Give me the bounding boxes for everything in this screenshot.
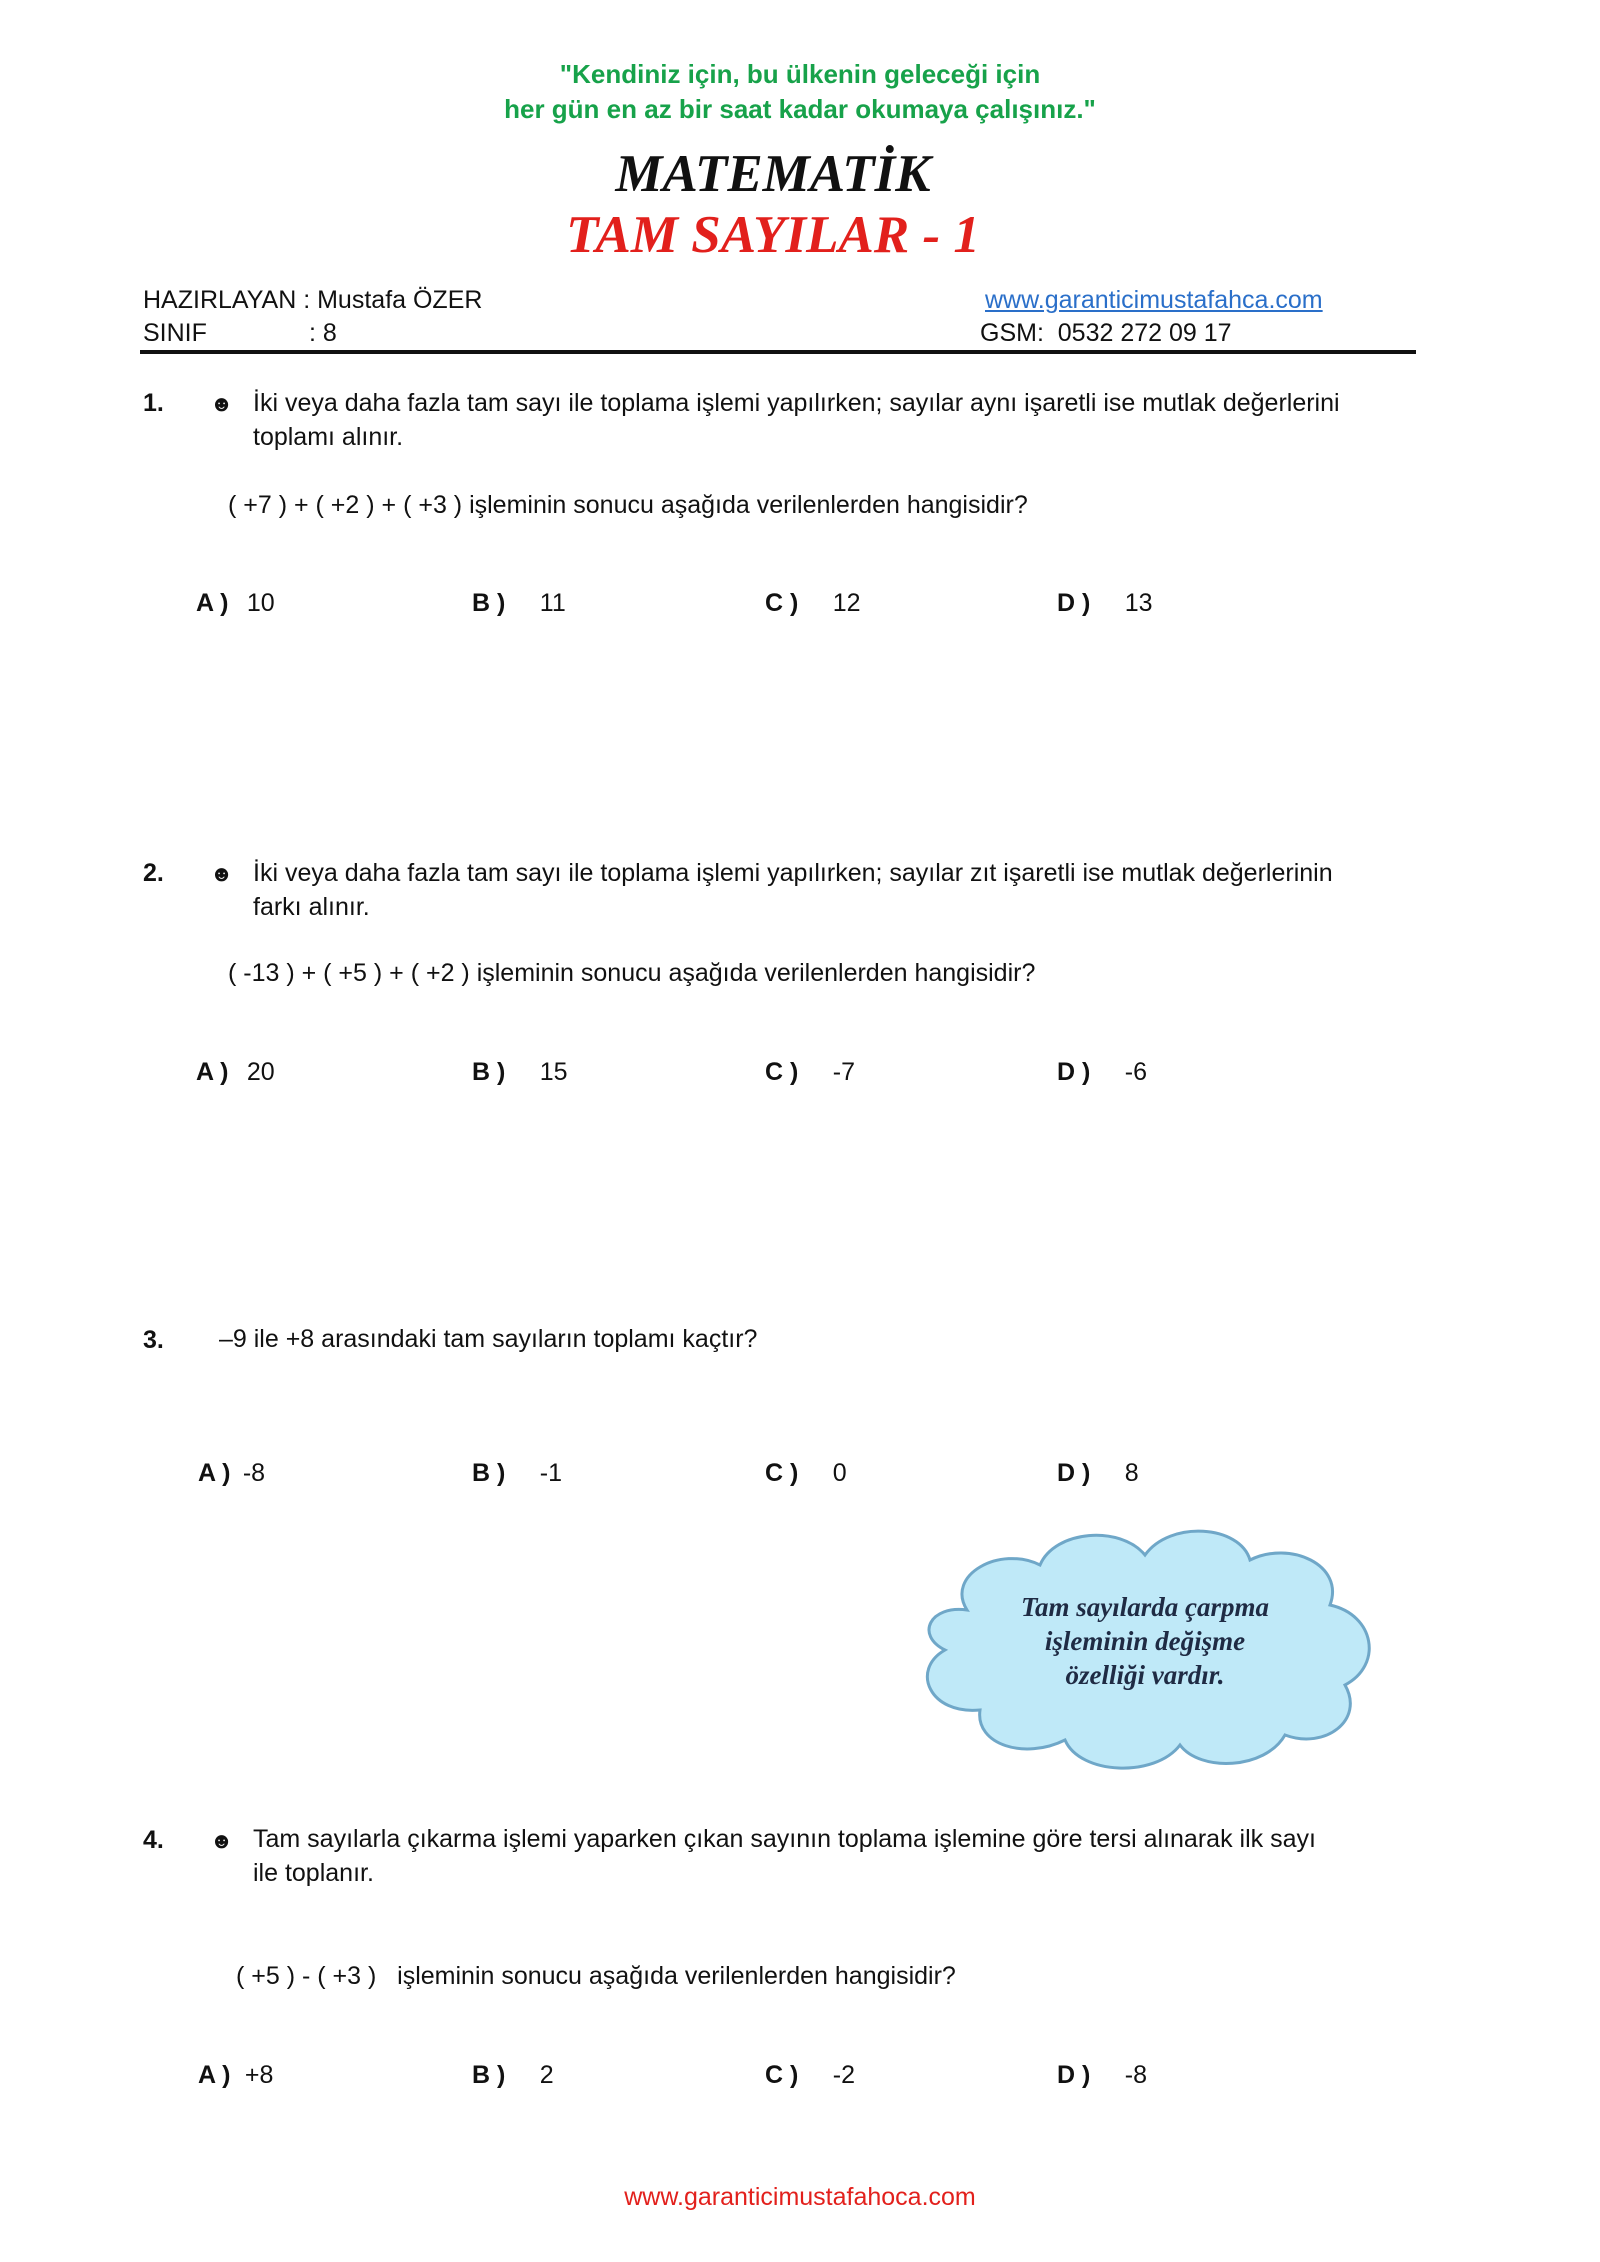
gsm-number: GSM: 0532 272 09 17 <box>980 319 1232 347</box>
option-a[interactable] <box>198 2061 273 2090</box>
footer-website-link[interactable]: www.garanticimustafahoca.com <box>624 2183 976 2211</box>
question-text-line: ile toplanır. <box>253 1859 374 1887</box>
option-value: 12 <box>832 589 861 617</box>
question-number: 4. <box>143 1826 164 1854</box>
cloud-note-line: Tam sayılarda çarpma <box>1020 1592 1269 1622</box>
option-label: D ) <box>1057 2061 1091 2089</box>
question-prompt: ( +5 ) - ( +3 ) işleminin sonucu aşağıda verilenlerden hangisidir? <box>236 1962 956 1990</box>
option-value: 2 <box>539 2061 554 2089</box>
header-divider <box>140 350 1416 354</box>
option-c[interactable] <box>765 1058 855 1087</box>
option-c[interactable] <box>765 2061 855 2090</box>
option-value: -7 <box>832 1058 856 1086</box>
option-c[interactable] <box>765 589 861 618</box>
option-value: 8 <box>1124 1459 1139 1487</box>
option-label: D ) <box>1057 589 1091 617</box>
smiley-bullet-icon: ☻ <box>210 1828 234 1853</box>
option-label: A ) <box>196 1058 229 1086</box>
smiley-bullet-icon: ☻ <box>210 391 234 416</box>
option-a[interactable] <box>196 1058 275 1087</box>
option-a[interactable] <box>196 589 275 618</box>
option-label: C ) <box>765 2061 799 2089</box>
option-label: B ) <box>472 1459 506 1487</box>
question-text-line: İki veya daha fazla tam sayı ile toplama işlemi yapılırken; sayılar aynı işaretli ise mutlak değerlerini <box>253 389 1340 417</box>
header-website-link[interactable]: www.garanticimustafahca.com <box>985 286 1323 314</box>
question-number: 3. <box>143 1326 164 1354</box>
option-value: -8 <box>242 1459 266 1487</box>
cloud-note-line: işleminin değişme <box>1044 1626 1246 1656</box>
option-d[interactable] <box>1057 1459 1139 1488</box>
cloud-note-text <box>970 1590 1320 1692</box>
motto-line-2: her gün en az bir saat kadar okumaya çalışınız." <box>504 94 1096 124</box>
option-value: -6 <box>1124 1058 1148 1086</box>
option-c[interactable] <box>765 1459 847 1488</box>
page-subtitle: TAM SAYILAR - 1 <box>566 206 980 264</box>
option-label: B ) <box>472 589 506 617</box>
question-number: 1. <box>143 389 164 417</box>
question-number: 2. <box>143 859 164 887</box>
class-value: : 8 <box>309 319 337 347</box>
option-label: B ) <box>472 1058 506 1086</box>
option-label: B ) <box>472 2061 506 2089</box>
question-prompt: ( +7 ) + ( +2 ) + ( +3 ) işleminin sonucu aşağıda verilenlerden hangisidir? <box>228 491 1028 519</box>
option-b[interactable] <box>472 1058 568 1087</box>
option-label: A ) <box>198 2061 231 2089</box>
option-d[interactable] <box>1057 2061 1147 2090</box>
option-b[interactable] <box>472 589 566 618</box>
question-text: –9 ile +8 arasındaki tam sayıların toplamı kaçtır? <box>219 1325 758 1353</box>
author-label: HAZIRLAYAN : Mustafa ÖZER <box>143 286 483 314</box>
option-d[interactable] <box>1057 589 1153 618</box>
question-text-line: Tam sayılarla çıkarma işlemi yaparken çıkan sayının toplama işlemine göre tersi alınarak ilk sayı <box>253 1825 1316 1853</box>
option-value: 15 <box>539 1058 568 1086</box>
question-text-line: farkı alınır. <box>253 893 370 921</box>
page-title: MATEMATİK <box>615 145 931 203</box>
question-text-line: toplamı alınır. <box>253 423 404 451</box>
option-b[interactable] <box>472 1459 562 1488</box>
option-value: 10 <box>246 589 275 617</box>
option-value: 0 <box>832 1459 847 1487</box>
motto-line-1: "Kendiniz için, bu ülkenin geleceği için <box>559 59 1041 89</box>
option-value: 20 <box>246 1058 275 1086</box>
option-value: -8 <box>1124 2061 1148 2089</box>
question-text <box>253 1822 1513 1890</box>
question-text <box>253 856 1513 924</box>
option-value: 13 <box>1124 589 1153 617</box>
option-label: C ) <box>765 1459 799 1487</box>
option-label: D ) <box>1057 1058 1091 1086</box>
option-a[interactable] <box>198 1459 265 1488</box>
option-b[interactable] <box>472 2061 554 2090</box>
option-d[interactable] <box>1057 1058 1147 1087</box>
option-value: -2 <box>832 2061 856 2089</box>
option-label: A ) <box>198 1459 231 1487</box>
question-prompt: ( -13 ) + ( +5 ) + ( +2 ) işleminin sonucu aşağıda verilenlerden hangisidir? <box>228 959 1036 987</box>
option-label: D ) <box>1057 1459 1091 1487</box>
option-value: +8 <box>244 2061 274 2089</box>
question-text-line: İki veya daha fazla tam sayı ile toplama işlemi yapılırken; sayılar zıt işaretli ise mutlak değerlerinin <box>253 859 1333 887</box>
option-value: 11 <box>539 589 566 617</box>
option-label: C ) <box>765 589 799 617</box>
cloud-note-line: özelliği vardır. <box>1065 1660 1225 1690</box>
option-value: -1 <box>539 1459 563 1487</box>
option-label: C ) <box>765 1058 799 1086</box>
class-label: SINIF <box>143 319 207 347</box>
question-text <box>253 386 1513 454</box>
smiley-bullet-icon: ☻ <box>210 861 234 886</box>
option-label: A ) <box>196 589 229 617</box>
